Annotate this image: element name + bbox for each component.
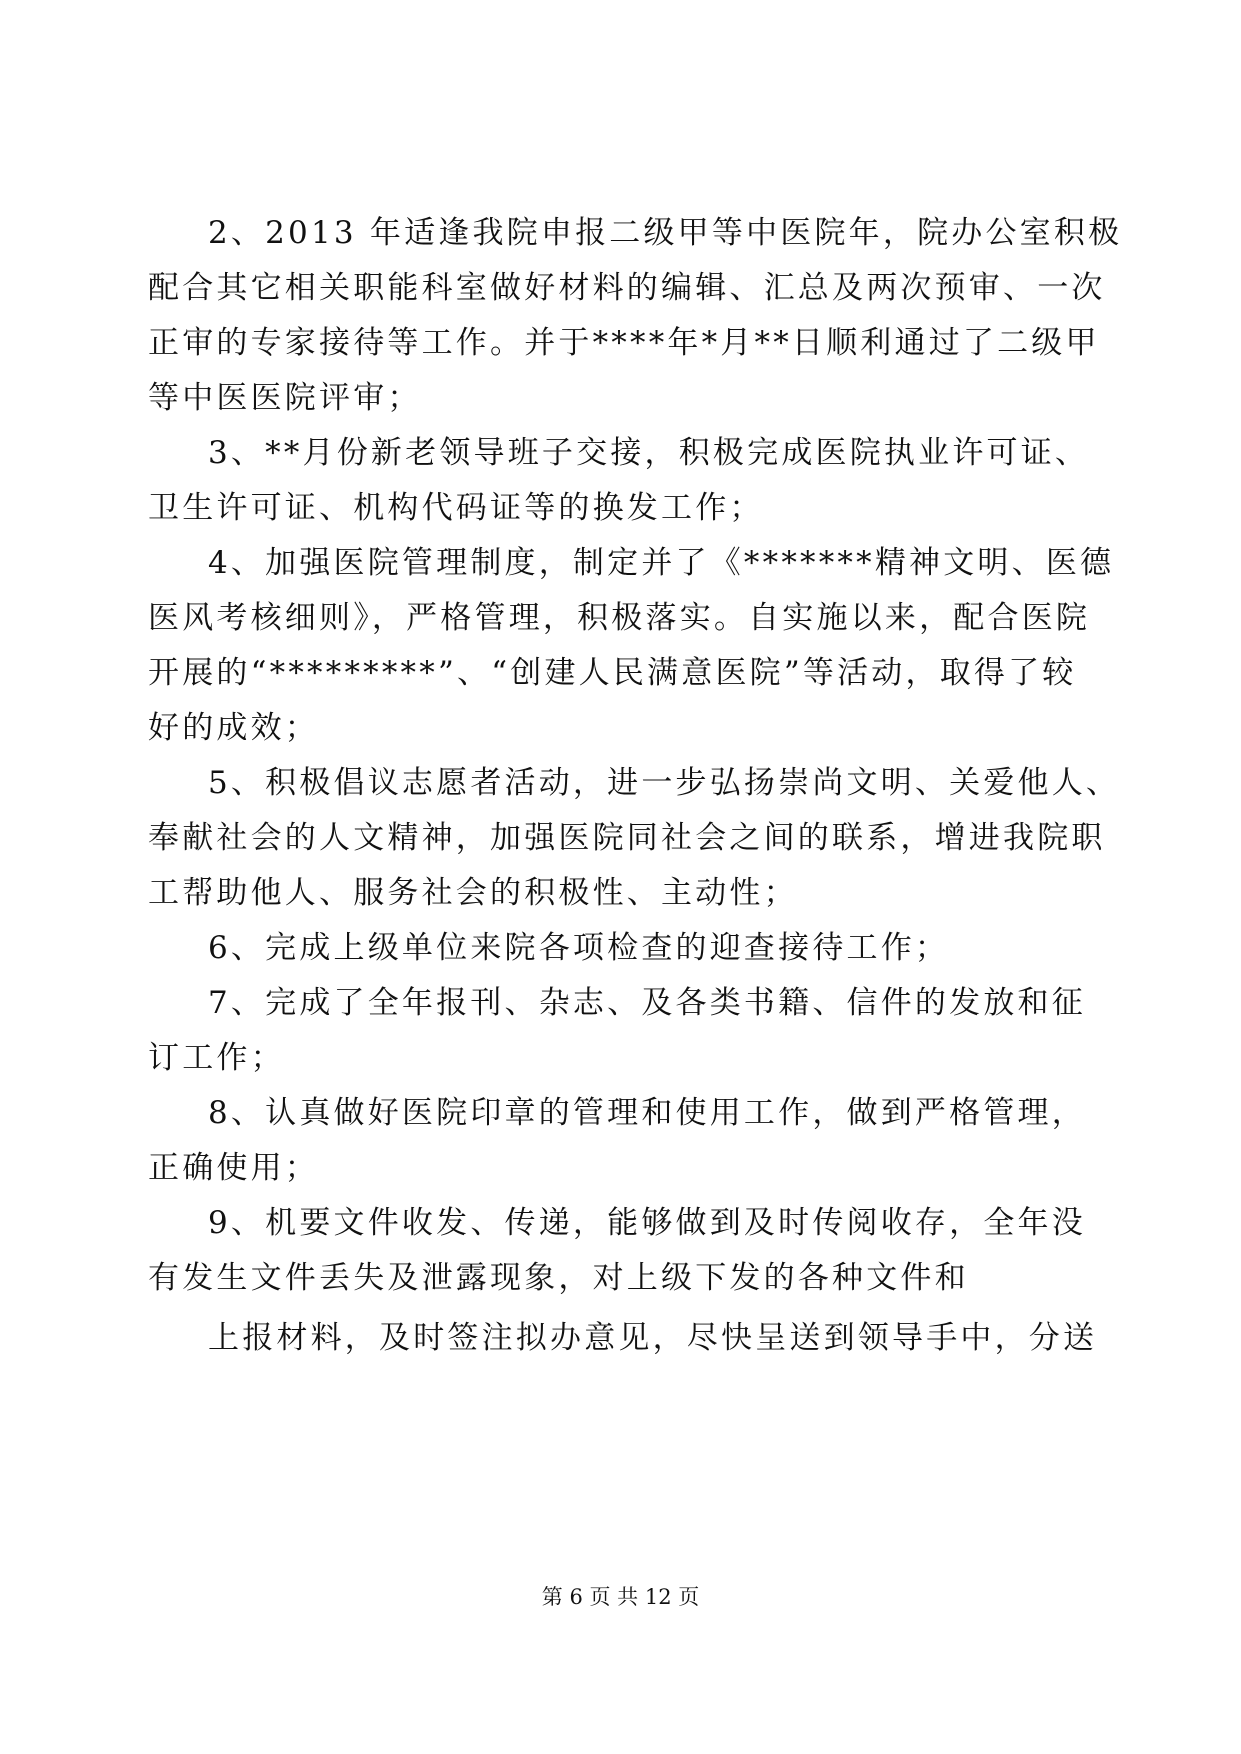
- text-line: 工帮助他人、服务社会的积极性、主动性；: [148, 875, 798, 911]
- text-line: 5、积极倡议志愿者活动，进一步弘扬崇尚文明、关爱他人、: [208, 765, 1121, 801]
- text-line: 上报材料，及时签注拟办意见，尽快呈送到领导手中，分送: [208, 1320, 1098, 1356]
- text-line: 医风考核细则》，严格管理，积极落实。自实施以来，配合医院: [148, 600, 1091, 636]
- text-line: 2、2013 年适逢我院申报二级甲等中医院年，院办公室积极: [208, 215, 1123, 251]
- text-line: 奉献社会的人文精神，加强医院同社会之间的联系，增进我院职: [148, 820, 1106, 856]
- text-line: 配合其它相关职能科室做好材料的编辑、汇总及两次预审、一次: [148, 270, 1106, 306]
- text-line: 4、加强医院管理制度，制定并了《*******精神文明、医德: [208, 545, 1115, 581]
- text-line: 正确使用；: [148, 1150, 319, 1186]
- text-line: 订工作；: [148, 1040, 285, 1076]
- text-line: 3、**月份新老领导班子交接，积极完成医院执业许可证、: [208, 435, 1090, 471]
- text-line: 6、完成上级单位来院各项检查的迎查接待工作；: [208, 930, 950, 966]
- text-line: 卫生许可证、机构代码证等的换发工作；: [148, 490, 764, 526]
- text-line: 8、认真做好医院印章的管理和使用工作，做到严格管理，: [208, 1095, 1086, 1131]
- page-footer: 第 6 页 共 12 页: [541, 1585, 700, 1609]
- text-line: 有发生文件丢失及泄露现象，对上级下发的各种文件和: [148, 1260, 969, 1296]
- text-line: 开展的“*********”、“创建人民满意医院”等活动，取得了较: [148, 655, 1077, 691]
- text-line: 正审的专家接待等工作。并于****年*月**日顺利通过了二级甲: [148, 325, 1100, 361]
- text-line: 等中医医院评审；: [148, 380, 422, 416]
- text-line: 好的成效；: [148, 710, 319, 746]
- text-line: 7、完成了全年报刊、杂志、及各类书籍、信件的发放和征: [208, 985, 1086, 1021]
- text-line: 9、机要文件收发、传递，能够做到及时传阅收存，全年没: [208, 1205, 1086, 1241]
